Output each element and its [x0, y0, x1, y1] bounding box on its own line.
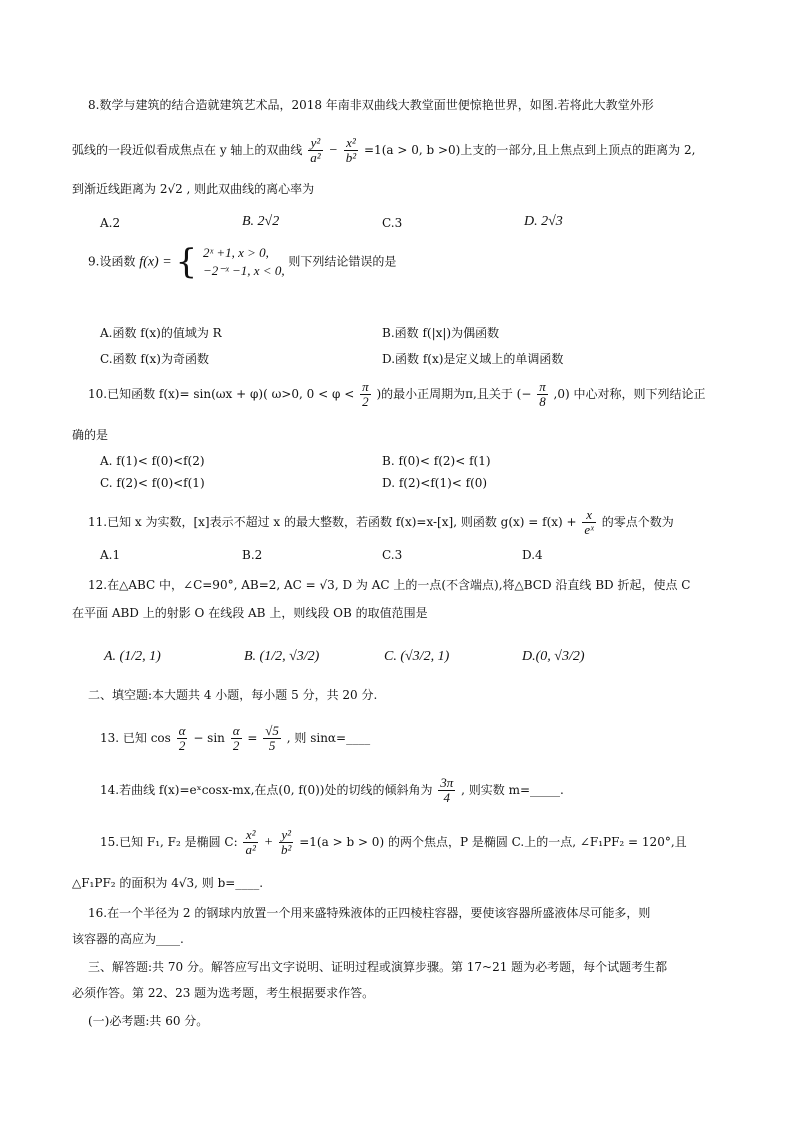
q11-option-a: A.1: [100, 548, 121, 562]
q9-stem-b: 则下列结论错误的是: [288, 254, 397, 269]
section2-heading: 二、填空题:本大题共 4 小题，每小题 5 分，共 20 分.: [88, 688, 378, 702]
q14-frac-3pi-4: $\frac{3\pi}{4}$: [440, 775, 454, 805]
section3-line2: 必须作答。第 22、23 题为选考题，考生根据要求作答。: [72, 986, 375, 1000]
q15-line1: 15.已知 F₁, F₂ 是椭圆 C: $\frac{\text{x²}}{\text{a²}}$ + $\frac{\text{y²}}{\text{b²}}$ =1(a > b > 0) 的两个焦点，P 是椭圆 C.上的一点, ∠F₁PF₂ = 120°,且: [100, 827, 687, 857]
q12-option-c: C. (√3/2, 1): [384, 649, 450, 664]
q11-option-d: D.4: [522, 548, 543, 562]
q10-line2: 确的是: [72, 428, 109, 442]
q13-frac-alpha-2b: $\frac{\alpha}{2}$: [232, 723, 240, 753]
q13-line: 13. 已知 cos $\frac{\alpha}{2}$ − sin $\frac{\alpha}{2}$ = $\frac{√5}{5}$ , 则 sinα=____: [100, 723, 371, 753]
q12-line2: 在平面 ABD 上的射影 O 在线段 AB 上，则线段 OB 的取值范围是: [72, 606, 428, 620]
q12-option-a: A. (1/2, 1): [104, 649, 161, 664]
q11-option-b: B.2: [242, 548, 263, 562]
q8-frac-x2b2: $\frac{\text{x²}}{\text{b²}}$: [345, 135, 357, 165]
q12-line1: 12.在△ABC 中，∠C=90°, AB=2, AC = √3, D 为 AC 上的一点(不含端点),将△BCD 沿直线 BD 折起，使点 C: [88, 578, 691, 592]
q8-option-b: B. 2√2: [242, 214, 280, 229]
q9-option-a: A.函数 f(x)的值域为 R: [100, 326, 222, 340]
q9-stem: [88, 244, 748, 280]
q8-line2-text: 弧线的一段近似看成焦点在 y 轴上的双曲线: [72, 143, 303, 157]
q13-frac-sqrt5-5: $\frac{√5}{5}$: [265, 723, 279, 753]
q10-option-d: D. f(2)<f(1)< f(0): [382, 476, 488, 490]
q8-option-d: D. 2√3: [524, 214, 563, 229]
q16-line1: 16.在一个半径为 2 的钢球内放置一个用来盛特殊液体的正四棱柱容器，要使该容器所盛液体尽可能多，则: [88, 906, 651, 920]
q8-frac-y2a2: $\frac{\text{y²}}{\text{a²}}$: [310, 135, 321, 165]
q8-line2-eq: =1(a > 0, b >0)上支的一部分,且上焦点到上顶点的距离为 2,: [364, 143, 696, 157]
section3-line1: 三、解答题:共 70 分。解答应写出文字说明、证明过程或演算步骤。第 17~21 题为必考题，每个试题考生都: [88, 960, 668, 974]
q14-line: 14.若曲线 f(x)=eˣcosx-mx,在点(0, f(0))处的切线的倾斜角为 $\frac{3\pi}{4}$ , 则实数 m=_____.: [100, 775, 564, 805]
q10-option-b: B. f(0)< f(2)< f(1): [382, 454, 491, 468]
q16-line2: 该容器的高应为____.: [72, 932, 184, 946]
q10-line1: 10.已知函数 f(x)= sin(ωx + φ)( ω>0, 0 < φ < $\frac{\pi}{2}$ )的最小正周期为π,且关于 (− $\frac{\pi}{8}$ ,0) 中心对称，则下列结论正: [88, 379, 706, 409]
q9-option-c: C.函数 f(x)为奇函数: [100, 352, 209, 366]
q9-stem-a: 9.设函数: [88, 254, 136, 269]
q11-line1: 11.已知 x 为实数，[x]表示不超过 x 的最大整数，若函数 f(x)=x-[x], 则函数 g(x) = f(x) + $\frac{x}{\text{eˣ}}$ 的零点个数为: [88, 507, 674, 537]
q8-line1: 8.数学与建筑的结合造就建筑艺术品，2018 年南非双曲线大教堂面世便惊艳世界，如图.若将此大教堂外形: [88, 98, 654, 112]
q10-frac-pi-2: $\frac{\pi}{2}$: [362, 379, 369, 409]
q15-frac-x2a2: $\frac{\text{x²}}{\text{a²}}$: [245, 827, 256, 857]
brace-icon: {: [175, 242, 198, 282]
q12-option-b: B. (1/2, √3/2): [244, 649, 320, 664]
q8-line2: 弧线的一段近似看成焦点在 y 轴上的双曲线 $\frac{\text{y²}}{\text{a²}}$ − $\frac{\text{x²}}{\text{b²}}$ =1(a > 0, b >0)上支的一部分,且上焦点到上顶点的距离为 2,: [72, 135, 696, 165]
q10-frac-pi-8: $\frac{\pi}{8}$: [539, 379, 546, 409]
q15-frac-y2b2: $\frac{\text{y²}}{\text{b²}}$: [281, 827, 292, 857]
q15-line2: △F₁PF₂ 的面积为 4√3, 则 b=____.: [72, 876, 264, 890]
q10-option-c: C. f(2)< f(0)<f(1): [100, 476, 205, 490]
q12-option-d: D.(0, √3/2): [522, 649, 585, 664]
q8-line3: 到渐近线距离为 2√2 , 则此双曲线的离心率为: [72, 182, 315, 196]
q9-fx: f(x) =: [139, 254, 172, 270]
q8-option-a: A.2: [100, 216, 121, 230]
q9-piecewise: 2ˣ +1, x > 0, −2⁻ˣ −1, x < 0,: [202, 245, 285, 278]
q9-option-b: B.函数 f(|x|)为偶函数: [382, 326, 500, 340]
q9-option-d: D.函数 f(x)是定义域上的单调函数: [382, 352, 564, 366]
q13-frac-alpha-2a: $\frac{\alpha}{2}$: [178, 723, 186, 753]
q11-frac-x-ex: $\frac{x}{\text{eˣ}}$: [584, 507, 594, 537]
q8-option-c: C.3: [382, 216, 403, 230]
section3-line3: (一)必考题:共 60 分。: [88, 1014, 209, 1028]
q11-option-c: C.3: [382, 548, 403, 562]
q10-option-a: A. f(1)< f(0)<f(2): [100, 454, 205, 468]
